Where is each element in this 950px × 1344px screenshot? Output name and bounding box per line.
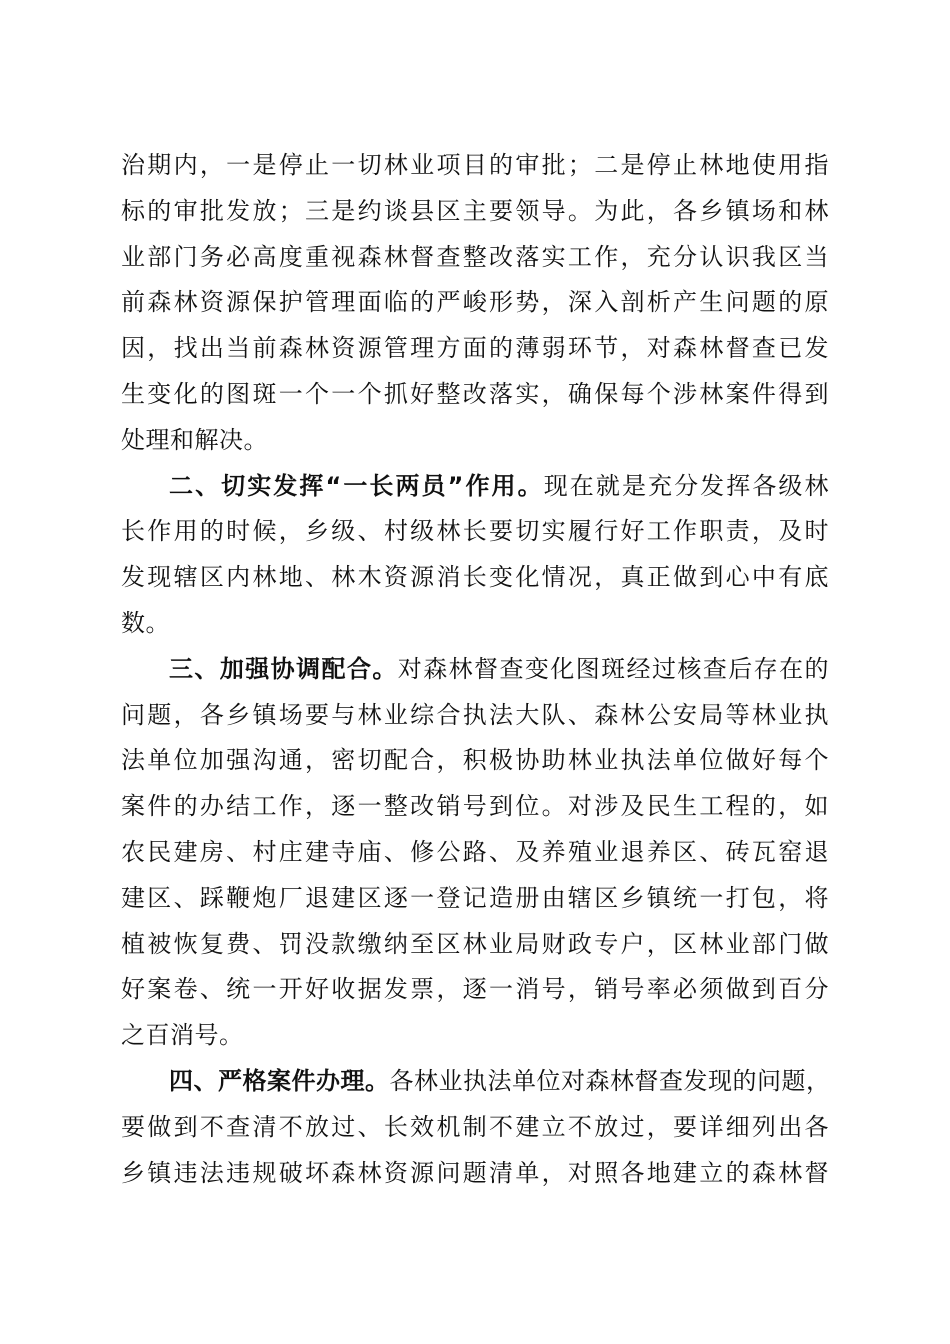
text-line: 好案卷、统一开好收据发票，逐一消号，销号率必须做到百分 bbox=[121, 975, 829, 1004]
text-line: 问题，各乡镇场要与林业综合执法大队、森林公安局等林业执 bbox=[121, 700, 829, 729]
text-line: 建区、踩鞭炮厂退建区逐一登记造册由辖区乡镇统一打包，将 bbox=[121, 883, 829, 912]
text-line: 治期内，一是停止一切林业项目的审批；二是停止林地使用指 bbox=[121, 151, 829, 179]
text-line: 案件的办结工作，逐一整改销号到位。对涉及民生工程的，如 bbox=[121, 792, 829, 821]
text-line: 处理和解决。 bbox=[121, 425, 268, 454]
paragraph-coordination bbox=[121, 647, 829, 1059]
text-line: 长作用的时候，乡级、村级林长要切实履行好工作职责，及时 bbox=[121, 517, 829, 546]
document-body bbox=[121, 143, 829, 1196]
text-line: 之百消号。 bbox=[121, 1021, 244, 1050]
text-line bbox=[121, 464, 829, 510]
section-heading: 二、切实发挥“一长两员”作用。 bbox=[169, 471, 544, 500]
section-heading: 四、严格案件办理。 bbox=[169, 1066, 390, 1095]
text-line: 法单位加强沟通，密切配合，积极协助林业执法单位做好每个 bbox=[121, 746, 829, 775]
text-line: 要做到不查清不放过、长效机制不建立不放过，要详细列出各 bbox=[121, 1112, 829, 1141]
section-heading: 三、加强协调配合。 bbox=[169, 654, 398, 683]
paragraph-yizhang-liangyuan bbox=[121, 464, 829, 647]
text-line: 生变化的图斑一个一个抓好整改落实，确保每个涉林案件得到 bbox=[121, 379, 829, 408]
text-line: 乡镇违法违规破坏森林资源问题清单，对照各地建立的森林督 bbox=[121, 1158, 829, 1187]
paragraph-continuation bbox=[121, 143, 829, 464]
text-line: 植被恢复费、罚没款缴纳至区林业局财政专户，区林业部门做 bbox=[121, 929, 829, 958]
text-run: 对森林督查变化图斑经过核查后存在的 bbox=[397, 654, 829, 683]
text-line: 前森林资源保护管理面临的严峻形势，深入剖析产生问题的原 bbox=[121, 288, 829, 317]
text-run: 现在就是充分发挥各级林 bbox=[543, 471, 829, 500]
text-run: 各林业执法单位对森林督查发现的问题， bbox=[389, 1066, 831, 1095]
text-line bbox=[121, 647, 829, 693]
text-line bbox=[121, 1059, 829, 1105]
text-line: 农民建房、村庄建寺庙、修公路、及养殖业退养区、砖瓦窑退 bbox=[121, 837, 829, 866]
text-line: 业部门务必高度重视森林督查整改落实工作，充分认识我区当 bbox=[121, 242, 829, 271]
text-line: 标的审批发放；三是约谈县区主要领导。为此，各乡镇场和林 bbox=[121, 196, 829, 225]
text-line: 因，找出当前森林资源管理方面的薄弱环节，对森林督查已发 bbox=[121, 334, 829, 363]
text-line: 发现辖区内林地、林木资源消长变化情况，真正做到心中有底 bbox=[121, 563, 829, 592]
paragraph-case-handling bbox=[121, 1059, 829, 1196]
text-line: 数。 bbox=[121, 608, 170, 637]
